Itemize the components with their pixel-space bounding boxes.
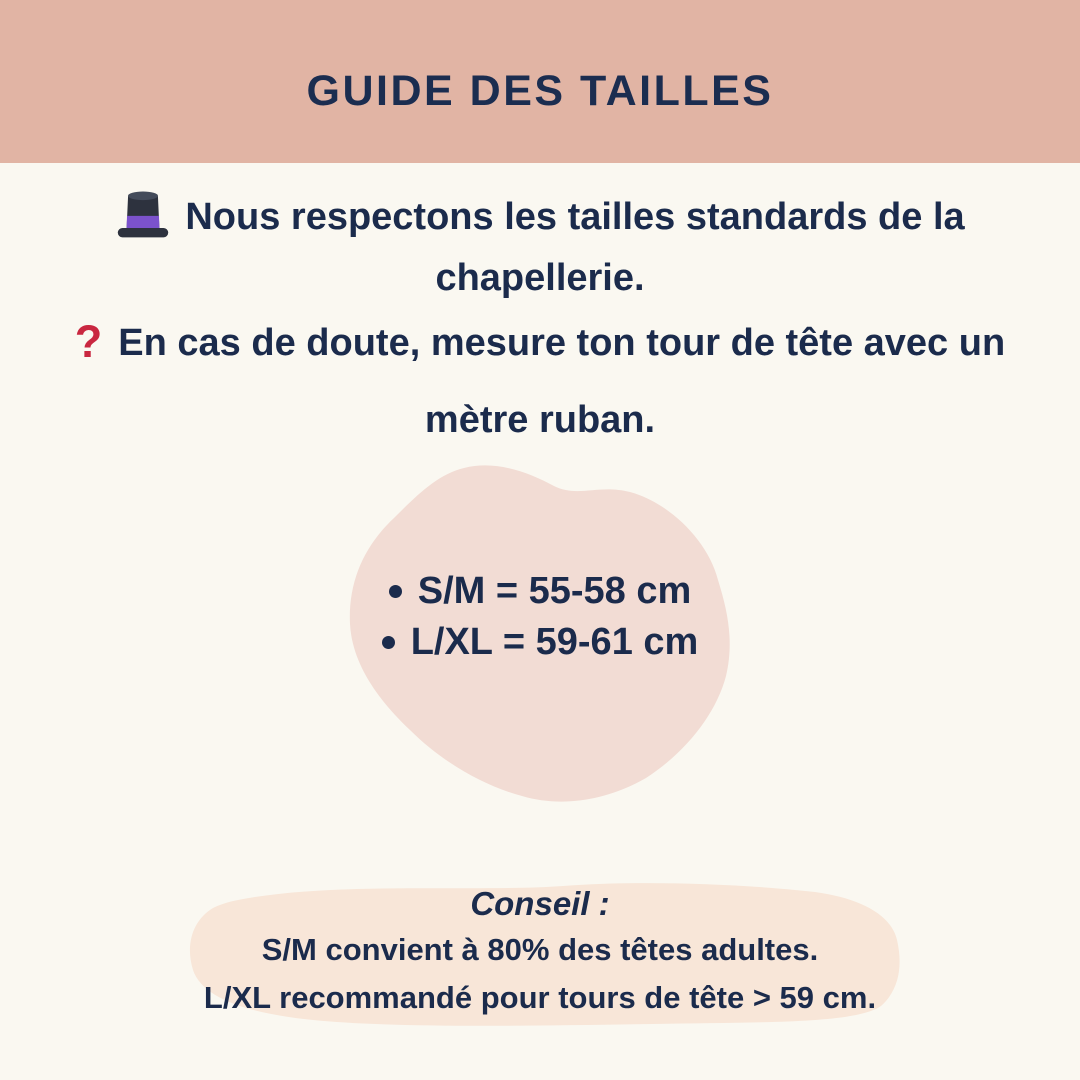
top-hat-graphic xyxy=(115,186,171,242)
advice-line-2: L/XL recommandé pour tours de tête > 59 cm. xyxy=(203,980,877,1015)
advice-box xyxy=(0,881,1080,1022)
size-row-lxl xyxy=(326,617,754,668)
standards-paragraph xyxy=(28,186,1052,309)
header-band xyxy=(0,0,1080,163)
advice-heading: Conseil : xyxy=(470,885,610,922)
standards-text-1: Nous respectons les tailles standards de la xyxy=(185,196,965,238)
doubt-text-1: En cas de doute, mesure ton tour de tête avec un xyxy=(118,322,1006,364)
size-label-sm: S/M = 55-58 cm xyxy=(417,570,692,612)
question-mark-icon: ? xyxy=(74,316,103,367)
doubt-line-1 xyxy=(28,303,1052,382)
bullet-icon xyxy=(382,636,395,649)
standards-line-1 xyxy=(28,186,1052,248)
doubt-text-2: mètre ruban. xyxy=(424,399,656,441)
size-row-sm xyxy=(326,566,754,617)
standards-text-2: chapellerie. xyxy=(435,257,645,299)
doubt-paragraph xyxy=(28,303,1052,459)
size-label-lxl: L/XL = 59-61 cm xyxy=(410,621,699,663)
top-hat-icon xyxy=(115,186,171,242)
bullet-icon xyxy=(389,585,402,598)
advice-line-1: S/M convient à 80% des têtes adultes. xyxy=(261,932,819,967)
sizes-list xyxy=(326,566,754,668)
page-title: GUIDE DES TAILLES xyxy=(306,67,774,115)
